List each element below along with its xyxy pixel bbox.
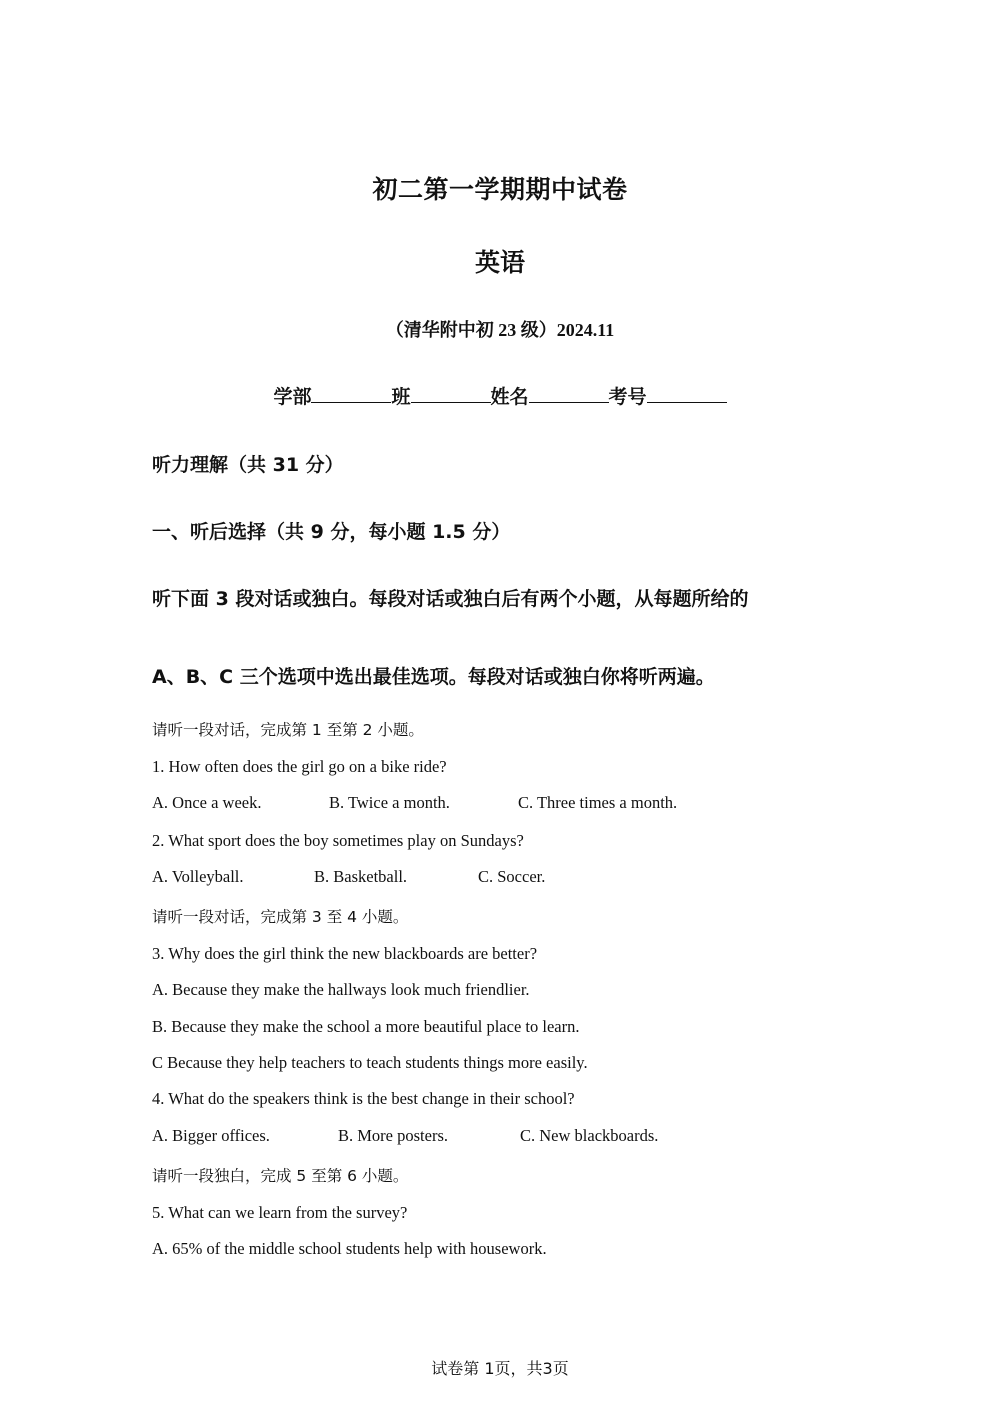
question-2: 2. What sport does the boy sometimes play on Sundays? (152, 831, 524, 850)
question-4: 4. What do the speakers think is the best change in their school? (152, 1089, 575, 1108)
question-3: 3. Why does the girl think the new blackboards are better? (152, 944, 538, 963)
group-intro: 请听一段独白，完成 5 至第 6 小题。 (152, 1167, 409, 1185)
listening-section-title: 听力理解（共 31 分） (152, 454, 344, 476)
instruction-line-2: A、B、C 三个选项中选出最佳选项。每段对话或独白你将听两遍。 (152, 666, 715, 688)
instruction-line-1: 听下面 3 段对话或独白。每段对话或独白后有两个小题，从每题所给的 (152, 588, 749, 610)
department-blank (311, 384, 391, 403)
class-blank (411, 384, 491, 403)
q4-option-c: C. New blackboards. (520, 1126, 659, 1145)
question-5: 5. What can we learn from the survey? (152, 1203, 408, 1222)
student-info-line (0, 382, 1000, 409)
q3-option-b: B. Because they make the school a more beautiful place to learn. (152, 1017, 580, 1036)
exam-number-blank (647, 384, 727, 403)
exam-subtitle: （清华附中初 23 级）2024.11 (385, 320, 615, 340)
group-intro: 请听一段对话，完成第 3 至 4 小题。 (152, 908, 409, 926)
name-blank (529, 384, 609, 403)
group-intro: 请听一段对话，完成第 1 至第 2 小题。 (152, 721, 424, 739)
field-department-label: 学部 (273, 386, 312, 408)
q2-option-a: A. Volleyball. (152, 867, 244, 886)
q3-option-c: C Because they help teachers to teach students things more easily. (152, 1053, 588, 1072)
exam-title: 初二第一学期期中试卷 (372, 175, 628, 204)
question-1: 1. How often does the girl go on a bike ride? (152, 757, 447, 776)
q4-option-b: B. More posters. (338, 1126, 448, 1145)
q1-option-b: B. Twice a month. (329, 793, 450, 812)
field-exam-number-label: 考号 (608, 386, 647, 408)
field-name-label: 姓名 (490, 386, 529, 408)
q2-option-c: C. Soccer. (478, 867, 546, 886)
part1-title: 一、听后选择（共 9 分，每小题 1.5 分） (152, 521, 511, 543)
subject-title: 英语 (474, 248, 525, 277)
field-class-label: 班 (391, 386, 411, 408)
q3-option-a: A. Because they make the hallways look much friendlier. (152, 980, 530, 999)
q1-option-a: A. Once a week. (152, 793, 262, 812)
q1-option-c: C. Three times a month. (518, 793, 678, 812)
q5-option-a: A. 65% of the middle school students help with housework. (152, 1239, 547, 1258)
q4-option-a: A. Bigger offices. (152, 1126, 270, 1145)
q2-option-b: B. Basketball. (314, 867, 408, 886)
page-footer: 试卷第 1页，共3页 (431, 1359, 569, 1378)
